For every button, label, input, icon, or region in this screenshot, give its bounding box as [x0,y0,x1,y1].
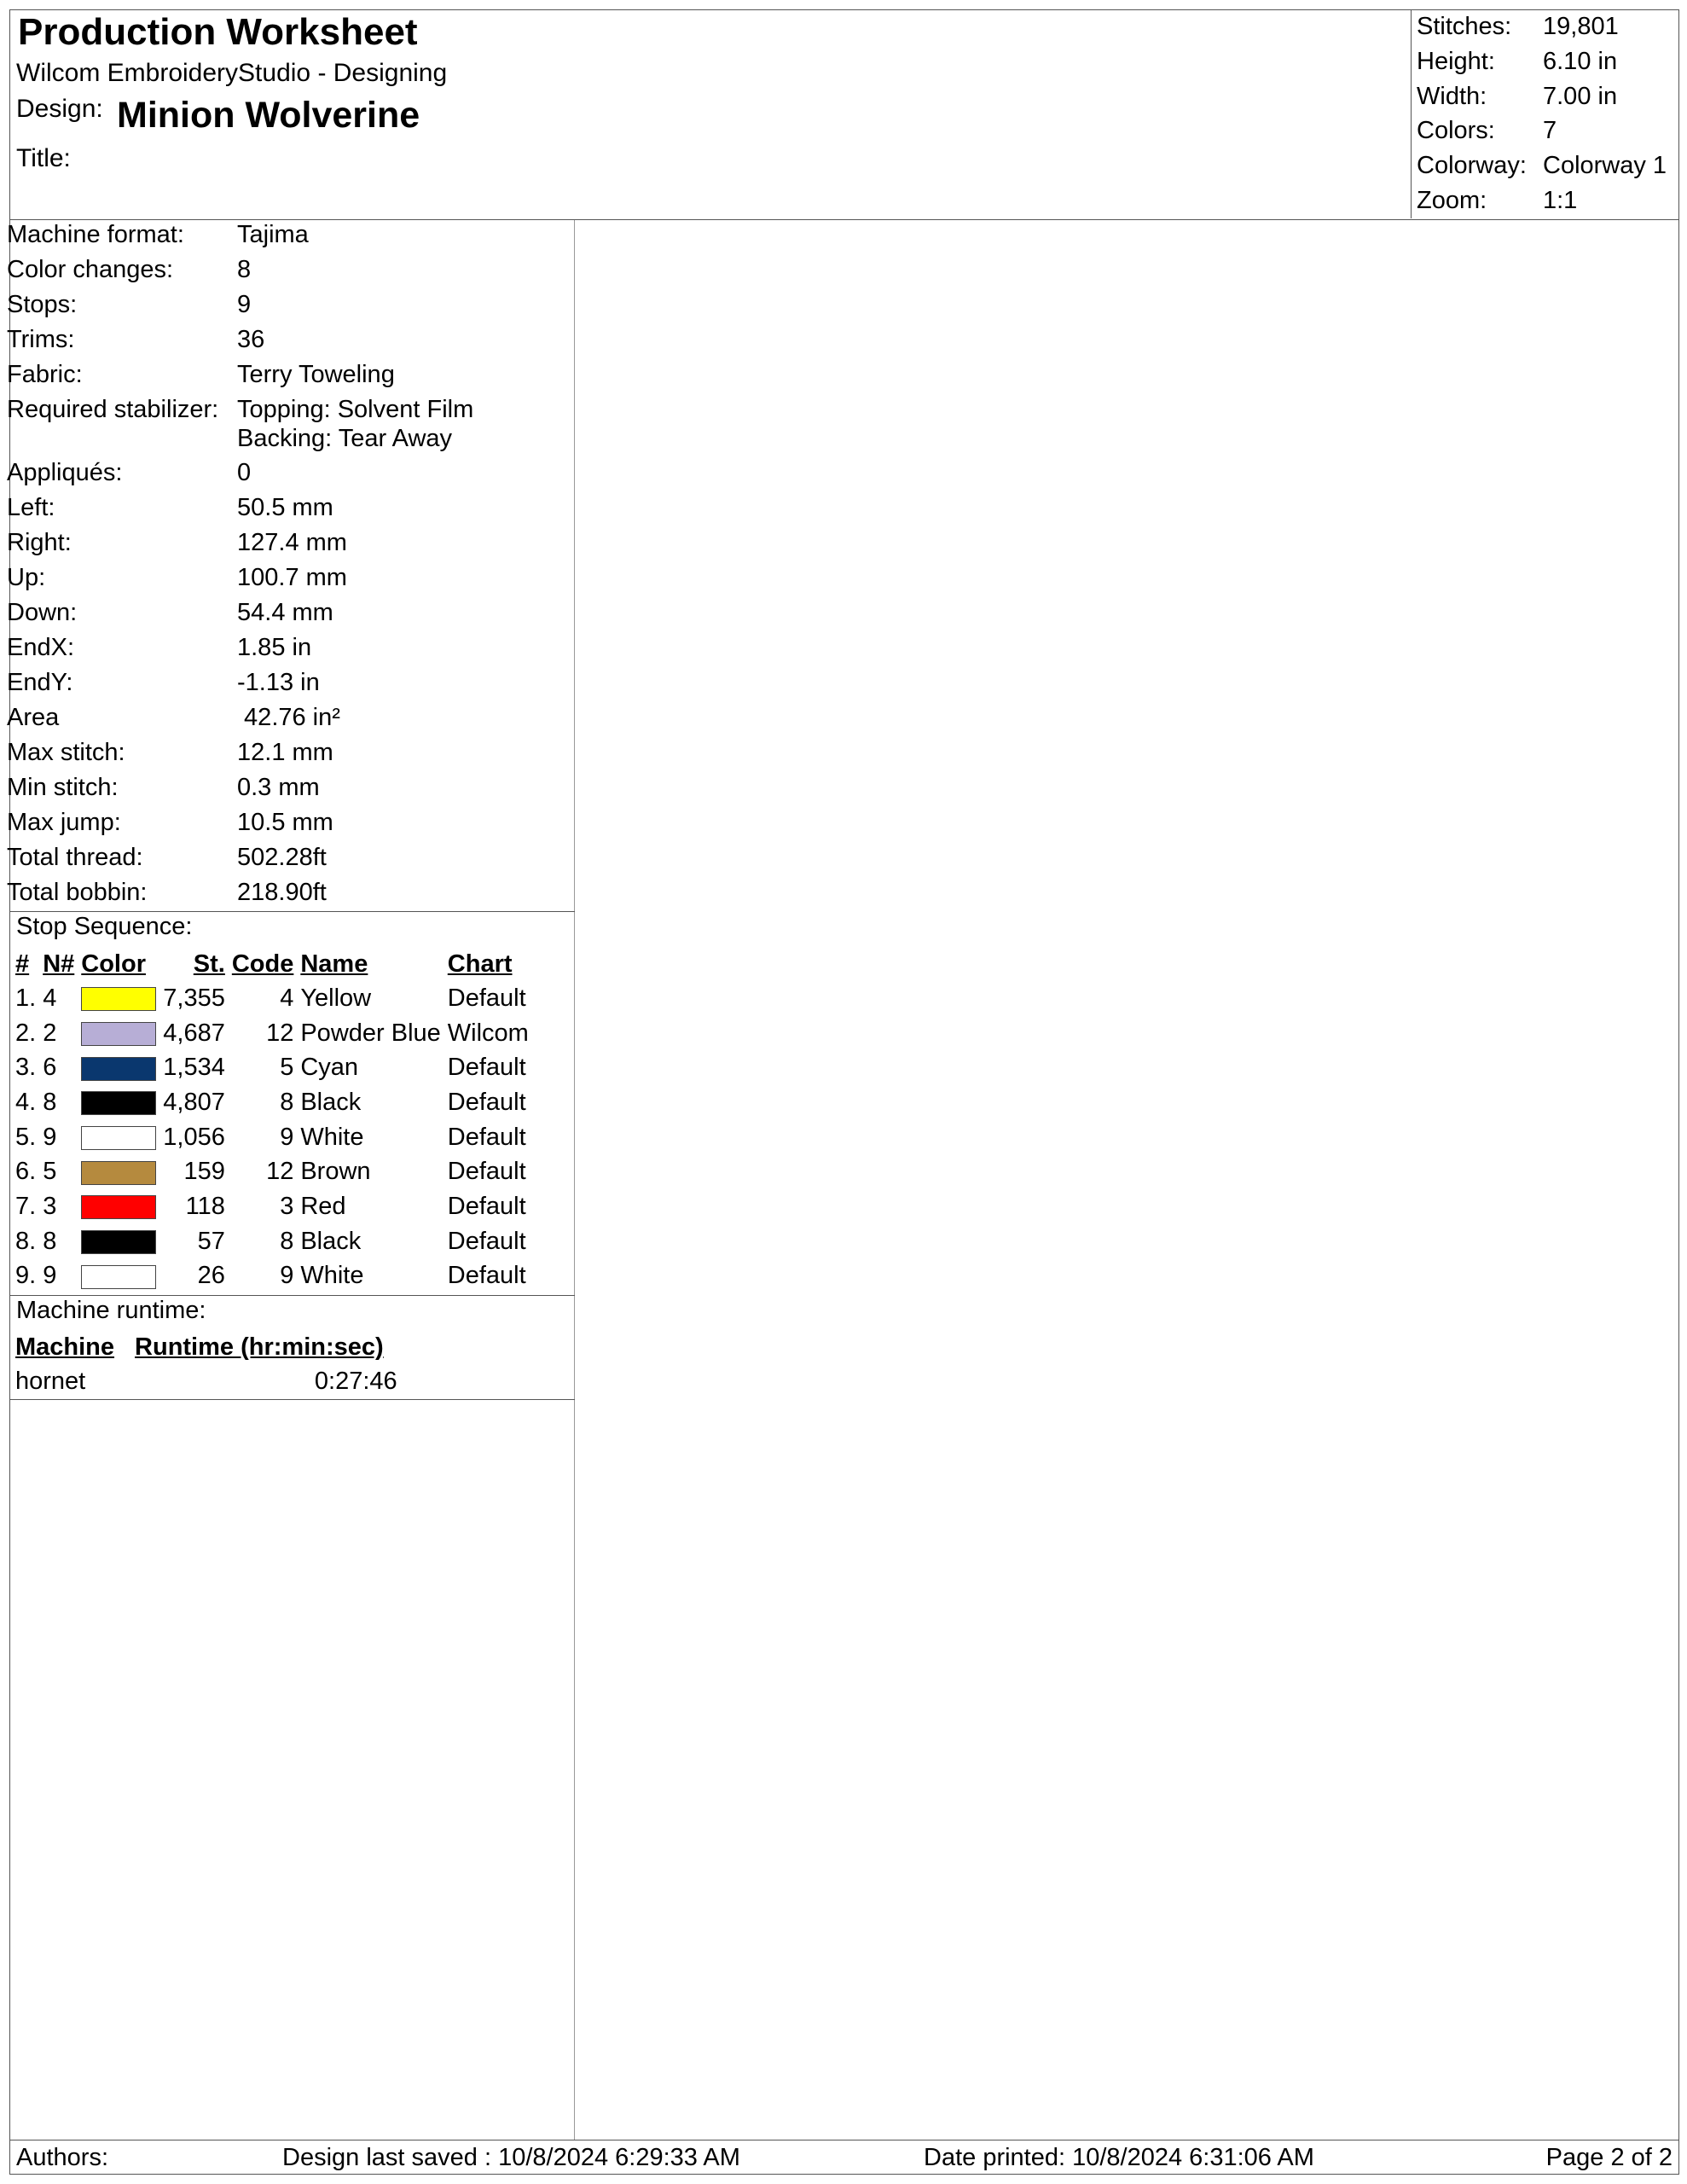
divider [9,1295,575,1296]
needle-number: 9 [43,1262,57,1290]
table-row [12,1085,532,1120]
color-swatch-box [81,1057,156,1081]
thread-chart: Default [447,1227,526,1255]
color-swatch [78,1154,159,1189]
color-swatch [78,1259,159,1294]
thread-code: 12 [266,1019,294,1047]
column-header: # [15,950,30,978]
table-row [12,1050,532,1085]
needle-number: 3 [43,1192,57,1220]
column-header: Machine [15,1333,115,1361]
color-swatch [78,1050,159,1085]
column-header: Runtime (hr:min:sec) [135,1333,384,1361]
summary-row-colors: Colors: 7 [1417,117,1557,145]
thread-chart: Default [447,1054,526,1082]
info-row: EndX: 1.85 in [7,634,312,661]
column-header: Color [81,950,146,978]
column-header: Code [231,950,294,978]
stitch-count: 159 [183,1158,225,1186]
info-row-stabilizer: Required stabilizer: Topping: Solvent Film Backing: Tear Away [7,396,474,452]
color-swatch-box [81,1022,156,1046]
color-swatch-box [81,1091,156,1115]
stop-sequence-table [12,947,532,1293]
needle-number: 8 [43,1088,57,1116]
runtime-table [12,1329,401,1397]
runtime-title: Machine runtime: [16,1297,206,1324]
color-swatch [78,981,159,1016]
needle-number: 9 [43,1123,57,1151]
info-row: Total bobbin: 218.90ft [7,879,327,906]
column-header: Name [300,950,368,978]
table-row [12,1120,532,1155]
footer-page-number: Page 2 of 2 [1545,2144,1673,2171]
info-row: Max stitch: 12.1 mm [7,739,333,766]
needle-number: 5 [43,1158,57,1186]
thread-name: Black [300,1088,362,1116]
thread-chart: Wilcom [447,1019,529,1047]
thread-code: 9 [280,1262,294,1290]
page-title: Production Worksheet [18,11,418,53]
title-label: Title: [16,144,71,172]
stitch-count: 1,534 [163,1054,225,1082]
footer-authors: Authors: [16,2144,108,2171]
machine-name: hornet [15,1367,86,1395]
info-row: Up: 100.7 mm [7,564,347,591]
thread-name: Powder Blue [300,1019,441,1047]
table-row [12,1259,532,1294]
info-row: Machine format: Tajima [7,221,309,248]
info-row: Stops: 9 [7,291,252,318]
stitch-count: 1,056 [163,1123,225,1151]
info-row: Max jump: 10.5 mm [7,809,333,836]
stop-index: 5. [15,1123,37,1151]
table-header-row [12,1329,401,1365]
color-swatch-box [81,987,156,1011]
info-row: EndY: -1.13 in [7,669,320,696]
design-label: Design: [16,95,103,123]
summary-row-height: Height: 6.10 in [1417,47,1618,75]
summary-row-zoom: Zoom: 1:1 [1417,187,1578,214]
table-row [12,981,532,1016]
table-row [12,1365,401,1397]
stop-index: 9. [15,1262,37,1290]
needle-number: 4 [43,984,57,1012]
summary-panel [1411,9,1678,218]
divider [9,911,575,912]
thread-code: 12 [266,1158,294,1186]
color-swatch [78,1016,159,1051]
summary-row-width: Width: 7.00 in [1417,82,1618,110]
thread-name: Red [300,1192,346,1220]
thread-code: 4 [280,984,294,1012]
stop-sequence-title: Stop Sequence: [16,913,193,940]
stop-index: 3. [15,1054,37,1082]
thread-code: 5 [280,1054,294,1082]
info-row: Color changes: 8 [7,256,252,283]
stop-index: 1. [15,984,37,1012]
needle-number: 6 [43,1054,57,1082]
footer-date-printed: Date printed: 10/8/2024 6:31:06 AM [924,2144,1314,2171]
stitch-count: 7,355 [163,984,225,1012]
info-row: Appliqués: 0 [7,459,252,486]
thread-name: White [300,1123,364,1151]
thread-chart: Default [447,984,526,1012]
worksheet-header [9,9,1679,220]
color-swatch [78,1189,159,1224]
thread-name: Cyan [300,1054,359,1082]
info-row: Area 42.76 in² [7,704,340,731]
info-row: Down: 54.4 mm [7,599,333,626]
table-row [12,1154,532,1189]
color-swatch-box [81,1195,156,1219]
info-row: Min stitch: 0.3 mm [7,774,320,801]
machine-runtime: 0:27:46 [314,1367,397,1395]
table-row [12,1189,532,1224]
color-swatch-box [81,1265,156,1289]
color-swatch [78,1224,159,1259]
info-row: Trims: 36 [7,326,265,353]
worksheet-footer [9,2140,1679,2175]
thread-code: 8 [280,1227,294,1255]
thread-name: Yellow [300,984,372,1012]
thread-chart: Default [447,1158,526,1186]
info-row: Right: 127.4 mm [7,529,347,556]
column-header: N# [43,950,75,978]
table-row [12,1224,532,1259]
thread-chart: Default [447,1123,526,1151]
summary-row-colorway: Colorway: Colorway 1 [1417,152,1667,180]
table-row [12,1016,532,1051]
color-swatch [78,1085,159,1120]
needle-number: 2 [43,1019,57,1047]
footer-last-saved: Design last saved : 10/8/2024 6:29:33 AM [282,2144,740,2171]
stitch-count: 4,807 [163,1088,225,1116]
stop-index: 4. [15,1088,37,1116]
color-swatch-box [81,1126,156,1150]
divider [9,1399,575,1400]
stitch-count: 26 [197,1262,225,1290]
needle-number: 8 [43,1227,57,1255]
thread-name: White [300,1262,364,1290]
thread-name: Black [300,1227,362,1255]
thread-code: 3 [280,1192,294,1220]
thread-code: 8 [280,1088,294,1116]
color-swatch-box [81,1161,156,1185]
stop-index: 7. [15,1192,37,1220]
info-row: Total thread: 502.28ft [7,844,327,871]
stitch-count: 4,687 [163,1019,225,1047]
column-header: St. [193,950,225,978]
thread-chart: Default [447,1262,526,1290]
thread-name: Brown [300,1158,371,1186]
color-swatch-box [81,1230,156,1254]
info-row: Fabric: Terry Toweling [7,361,395,388]
color-swatch [78,1120,159,1155]
table-header-row [12,947,532,981]
info-row: Left: 50.5 mm [7,494,333,521]
stop-index: 8. [15,1227,37,1255]
stop-index: 2. [15,1019,37,1047]
thread-chart: Default [447,1192,526,1220]
thread-code: 9 [280,1123,294,1151]
software-name: Wilcom EmbroideryStudio - Designing [16,59,448,87]
stitch-count: 118 [185,1192,225,1220]
stop-index: 6. [15,1158,37,1186]
column-header: Chart [447,950,513,978]
thread-chart: Default [447,1088,526,1116]
stitch-count: 57 [197,1227,225,1255]
design-name: Minion Wolverine [117,95,420,136]
summary-row-stitches: Stitches: 19,801 [1417,13,1619,40]
